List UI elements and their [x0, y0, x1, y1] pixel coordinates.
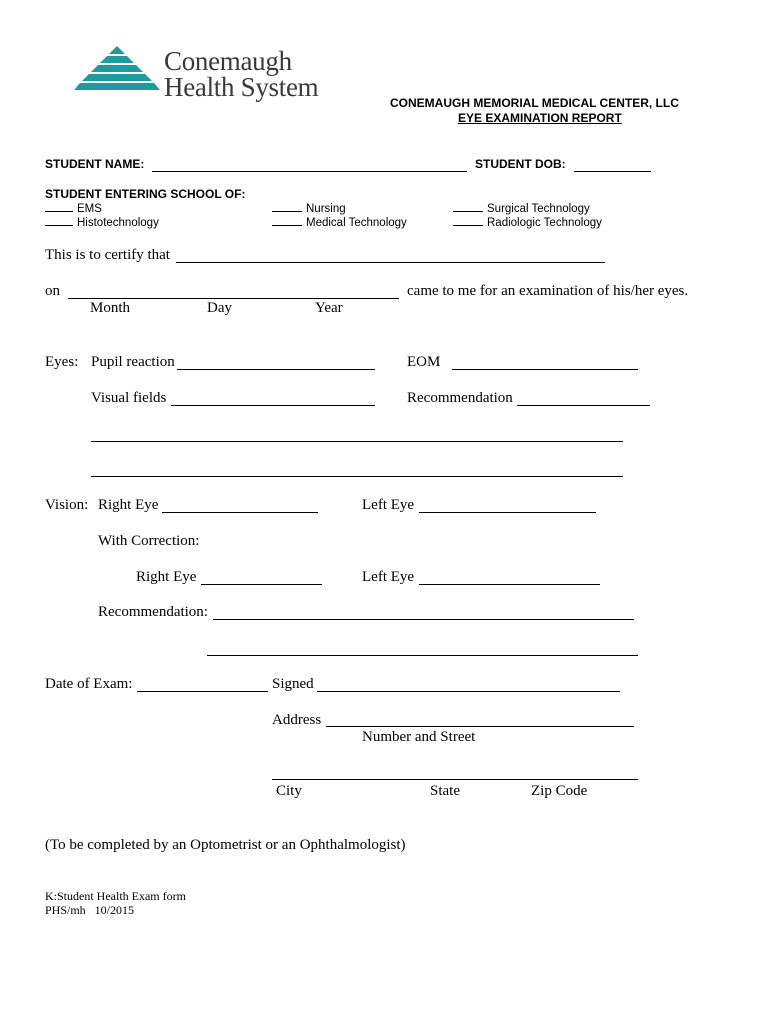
program-histotechnology[interactable] [45, 216, 159, 229]
program-label: Nursing [306, 203, 346, 215]
vision-recommendation-field[interactable] [213, 619, 634, 620]
date-of-exam-label: Date of Exam: [45, 676, 133, 692]
program-checkline[interactable] [45, 202, 73, 212]
address-city-state-zip-field[interactable] [272, 779, 638, 780]
program-surgical-technology[interactable] [453, 202, 590, 215]
program-checkline[interactable] [45, 216, 73, 226]
pupil-reaction-field[interactable] [177, 369, 375, 370]
number-street-label: Number and Street [362, 729, 476, 745]
address-label: Address [272, 712, 322, 728]
came-text: came to me for an examination of his/her eyes. [407, 283, 689, 299]
certify-text: This is to certify that [45, 247, 170, 263]
program-checkline[interactable] [272, 202, 302, 212]
visual-fields-field[interactable] [171, 405, 375, 406]
eyes-recommendation-field[interactable] [517, 405, 650, 406]
year-label: Year [315, 300, 343, 316]
signature-field[interactable] [317, 691, 620, 692]
corrected-left-eye-label: Left Eye [362, 569, 415, 585]
pupil-reaction-label: Pupil reaction [91, 354, 175, 370]
logo-name-line2: Health System [164, 72, 319, 102]
vision-label: Vision: [45, 497, 89, 513]
report-title: EYE EXAMINATION REPORT [458, 111, 622, 125]
vision-left-eye-label: Left Eye [362, 497, 415, 513]
vision-recommendation-line-2[interactable] [207, 655, 638, 656]
eom-label: EOM [407, 354, 441, 370]
eyes-recommendation-label: Recommendation [407, 390, 513, 406]
signed-label: Signed [272, 676, 314, 692]
eyes-notes-line-1[interactable] [91, 441, 623, 442]
vision-right-eye-field[interactable] [162, 512, 318, 513]
vision-left-eye-field[interactable] [419, 512, 596, 513]
eyes-label: Eyes: [45, 354, 79, 370]
vision-recommendation-label: Recommendation: [98, 604, 208, 620]
program-checkline[interactable] [453, 202, 483, 212]
program-label: Histotechnology [77, 217, 159, 229]
logo-name-line1: Conemaugh [164, 46, 292, 76]
city-label: City [276, 783, 302, 799]
school-label: STUDENT ENTERING SCHOOL OF: [45, 187, 246, 201]
state-label: State [430, 783, 460, 799]
eom-field[interactable] [452, 369, 638, 370]
day-label: Day [207, 300, 232, 316]
program-label: Surgical Technology [487, 203, 590, 215]
program-label: EMS [77, 203, 102, 215]
on-label: on [45, 283, 60, 299]
date-of-exam-field[interactable] [137, 691, 268, 692]
with-correction-label: With Correction: [98, 533, 200, 549]
pyramid-logo-icon [74, 46, 160, 108]
vision-right-eye-label: Right Eye [98, 497, 159, 513]
completion-note: (To be completed by an Optometrist or an Ophthalmologist) [45, 837, 406, 853]
address-street-field[interactable] [326, 726, 634, 727]
footer-revision: PHS/mh 10/2015 [45, 903, 135, 917]
program-label: Medical Technology [306, 217, 407, 229]
corrected-right-eye-label: Right Eye [136, 569, 197, 585]
student-dob-label: STUDENT DOB: [475, 157, 566, 171]
program-checkline[interactable] [272, 216, 302, 226]
month-label: Month [90, 300, 131, 316]
corrected-left-eye-field[interactable] [419, 584, 600, 585]
exam-date-field[interactable] [68, 298, 399, 299]
program-medical-technology[interactable] [272, 216, 407, 229]
footer-form-id: K:Student Health Exam form [45, 889, 186, 903]
logo [74, 46, 344, 110]
program-label: Radiologic Technology [487, 217, 602, 229]
visual-fields-label: Visual fields [91, 390, 167, 406]
program-radiologic-technology[interactable] [453, 216, 602, 229]
program-checkline[interactable] [453, 216, 483, 226]
program-nursing[interactable] [272, 202, 346, 215]
eyes-notes-line-2[interactable] [91, 476, 623, 477]
zip-code-label: Zip Code [531, 783, 588, 799]
student-name-field[interactable] [152, 171, 467, 172]
corrected-right-eye-field[interactable] [201, 584, 322, 585]
student-name-label: STUDENT NAME: [45, 157, 145, 171]
organization-name: CONEMAUGH MEMORIAL MEDICAL CENTER, LLC [390, 96, 679, 110]
program-ems[interactable] [45, 202, 102, 215]
certify-name-field[interactable] [176, 262, 605, 263]
student-dob-field[interactable] [574, 171, 651, 172]
